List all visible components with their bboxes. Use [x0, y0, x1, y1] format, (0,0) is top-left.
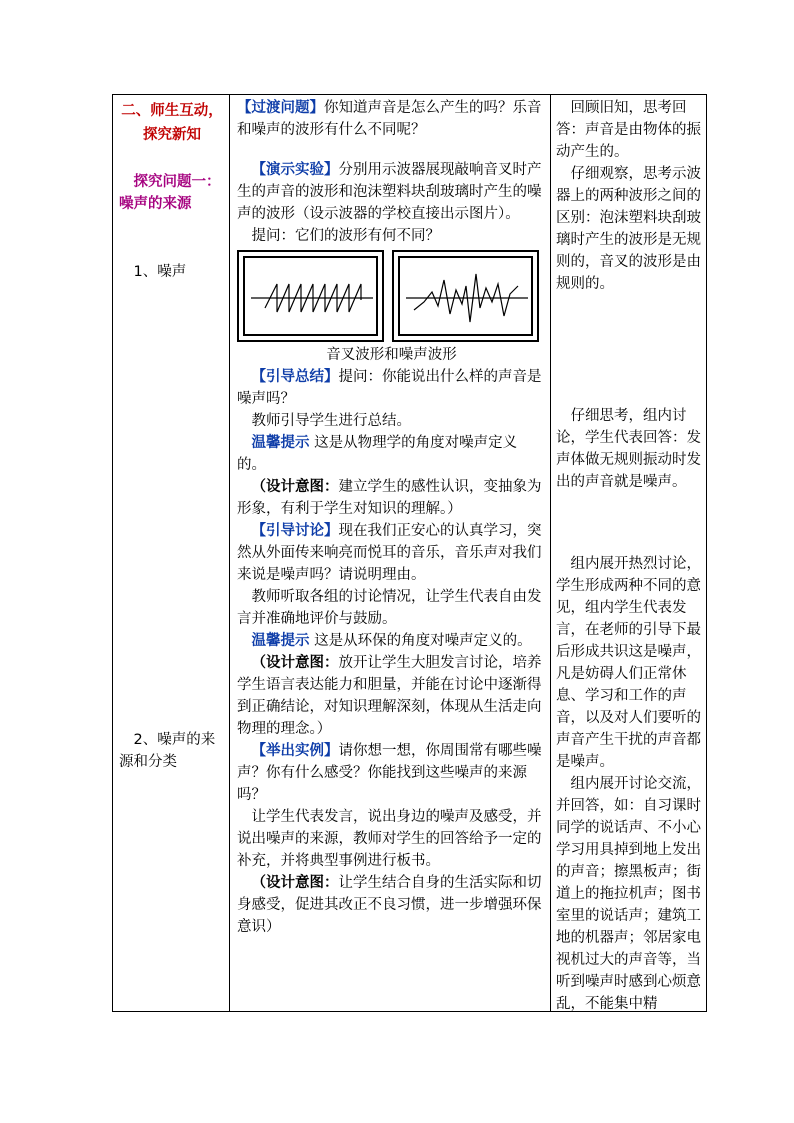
student-response-3: 仔细思考，组内讨论，学生代表回答：发声体做无规则振动时发出的声音就是噪声。 — [556, 408, 701, 490]
waveform-caption: 音叉波形和噪声波形 — [326, 347, 457, 363]
paragraph-examples: 【举出实例】请你想一想，你周围常有哪些噪声？你有什么感受？你能找到这些噪声的来源吗？ — [237, 743, 542, 803]
item-noise: 1、噪声 — [133, 264, 187, 280]
paragraph-demo-experiment: 【演示实验】分别用示波器展现敲响音叉时产生的声音的波形和泡沫塑料块刮玻璃时产生的噪声的波形（设示波器的学校直接出示图片）。 — [237, 162, 542, 222]
paragraph-guided-discussion: 【引导讨论】现在我们正安心的认真学习，突然从外面传来响亮而悦耳的音乐，音乐声对我们来说是噪声吗？请说明理由。 — [237, 523, 542, 583]
paragraph-design-intent-2: （设计意图：放开让学生大胆发言讨论，培养学生语言表达能力和胆量，并能在讨论中逐渐得到正确结论，对知识理解深刻，体现从生活走向物理的理念。） — [237, 655, 542, 737]
inquiry-title: 探究问题一：噪声的来源 — [119, 174, 221, 212]
paragraph-student-speech: 让学生代表发言，说出身边的噪声及感受，并说出噪声的来源，教师对学生的回答给予一定的补充，并将典型事例进行板书。 — [237, 809, 542, 869]
noise-waveform-icon — [400, 258, 535, 338]
tuning-fork-waveform — [237, 250, 384, 342]
paragraph-guided-summary: 【引导总结】提问：你能说出什么样的声音是噪声吗？ — [237, 369, 542, 407]
paragraph-teacher-listening: 教师听取各组的讨论情况，让学生代表自由发言并准确地评价与鼓励。 — [237, 589, 542, 627]
paragraph-transition-question: 【过渡问题】你知道声音是怎么产生的吗？乐音和噪声的波形有什么不同呢？ — [237, 100, 542, 138]
waveform-figures — [237, 250, 546, 342]
teacher-activity-column — [229, 95, 550, 1011]
student-response-4: 组内展开热烈讨论，学生形成两种不同的意见，组内学生代表发言，在老师的引导下最后形成共识这是噪声，凡是妨碍人们正常休息、学习和工作的声音，以及对人们要听的声音产生干扰的声音都是噪声。 — [556, 556, 701, 770]
student-response-5: 组内展开讨论交流，并回答，如：自习课时同学的说话声、不小心学习用具掉到地上发出的声音；擦黑板声；街道上的拖拉机声；图书室里的说话声；建筑工地的机器声；邻居家电视机过大的声音等，当听到噪声时感到心烦意乱，不能集中精 — [556, 776, 701, 1012]
paragraph-teacher-summary: 教师引导学生进行总结。 — [251, 413, 411, 429]
student-activity-column — [550, 95, 708, 1011]
item-noise-source: 2、噪声的来源和分类 — [119, 732, 216, 770]
paragraph-tip-environment: 温馨提示 这是从环保的角度对噪声定义的。 — [251, 633, 532, 649]
section-title: 二、师生互动，探究新知 — [121, 103, 223, 143]
noise-waveform — [392, 250, 539, 342]
tuning-fork-waveform-icon — [245, 258, 380, 338]
student-response-1: 回顾旧知，思考回答：声音是由物体的振动产生的。 — [556, 100, 701, 160]
paragraph-tip-physics: 温馨提示 这是从物理学的角度对噪声定义的。 — [237, 435, 518, 473]
paragraph-design-intent-3: （设计意图：让学生结合自身的生活实际和切身感受，促进其改正不良习惯，进一步增强环保意识） — [237, 875, 542, 935]
paragraph-question: 提问：它们的波形有何不同？ — [251, 228, 440, 244]
stage-column — [113, 95, 229, 1011]
paragraph-design-intent-1: （设计意图：建立学生的感性认识，变抽象为形象，有利于学生对知识的理解。） — [237, 479, 542, 517]
lesson-table — [112, 94, 707, 1012]
student-response-2: 仔细观察，思考示波器上的两种波形之间的区别：泡沫塑料块刮玻璃时产生的波形是无规则的，音叉的波形是由规则的。 — [556, 166, 701, 292]
